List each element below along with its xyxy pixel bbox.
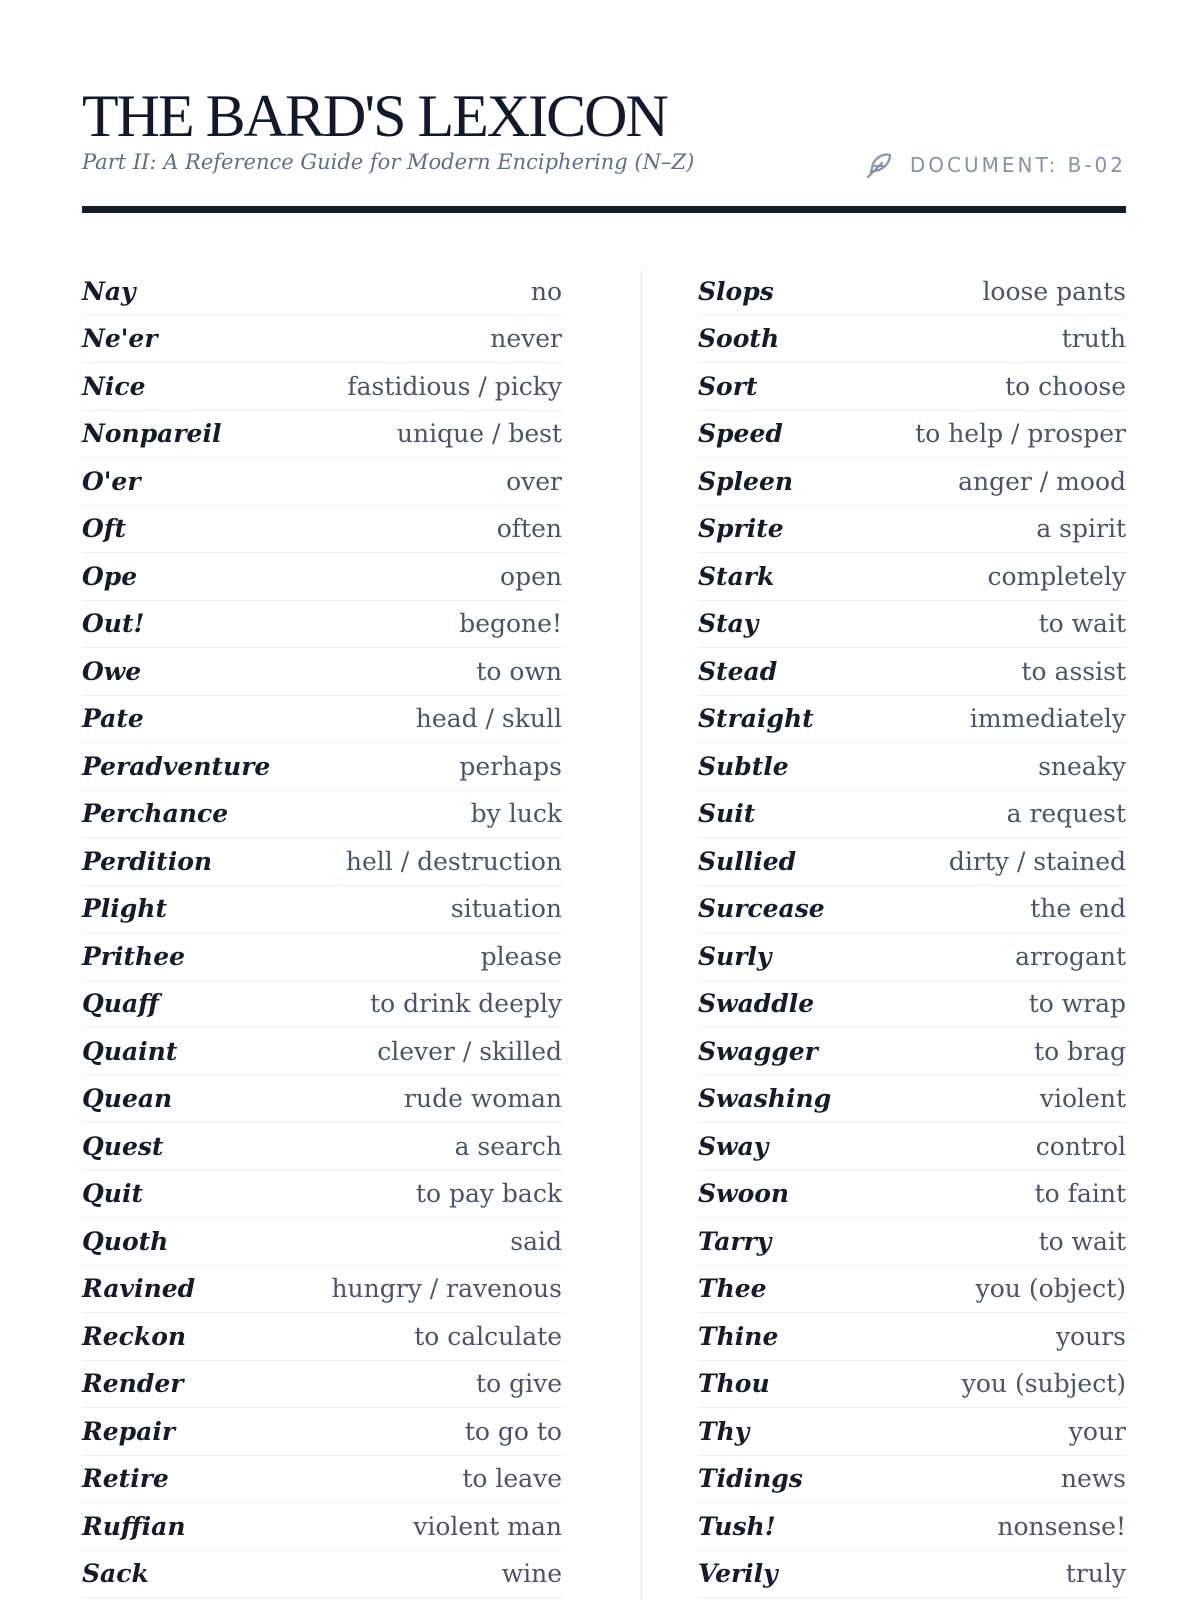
- entry-term: Perchance: [82, 799, 229, 829]
- lexicon-entry: [698, 1503, 1126, 1551]
- entry-term: Owe: [82, 656, 142, 686]
- lexicon-entry: [698, 1266, 1126, 1314]
- lexicon-entry: [698, 1218, 1126, 1266]
- lexicon-entry: [82, 743, 562, 791]
- lexicon-entry: [82, 363, 562, 411]
- page-title: THE BARD'S LEXICON: [82, 83, 667, 149]
- lexicon-entry: [698, 363, 1126, 411]
- entry-meaning: to faint: [1034, 1179, 1126, 1209]
- entry-term: Ravined: [82, 1274, 196, 1304]
- lexicon-entry: [698, 553, 1126, 601]
- entry-term: Swoon: [698, 1179, 790, 1209]
- entry-term: Spleen: [698, 466, 794, 496]
- entry-meaning: to wait: [1038, 609, 1126, 639]
- lexicon-entry: [698, 1076, 1126, 1124]
- entry-term: Nonpareil: [82, 419, 222, 449]
- lexicon-entry: [82, 1218, 562, 1266]
- lexicon-entry: [82, 791, 562, 839]
- entry-term: Surcease: [698, 894, 825, 924]
- entry-term: Render: [82, 1369, 184, 1399]
- entry-meaning: to choose: [1005, 371, 1126, 401]
- entry-meaning: yours: [1055, 1321, 1126, 1351]
- entry-term: Quoth: [82, 1226, 169, 1256]
- lexicon-entry: [698, 411, 1126, 459]
- entry-term: Tidings: [698, 1464, 803, 1494]
- lexicon-entry: [82, 1123, 562, 1171]
- entry-term: Nice: [82, 371, 146, 401]
- lexicon-entry: [82, 696, 562, 744]
- lexicon-entry: [82, 1266, 562, 1314]
- lexicon-entry: [698, 1123, 1126, 1171]
- entry-term: Quaint: [82, 1036, 178, 1066]
- entry-meaning: your: [1068, 1416, 1126, 1446]
- entry-meaning: violent: [1039, 1084, 1126, 1114]
- entry-term: Sort: [698, 371, 758, 401]
- entry-meaning: anger / mood: [958, 466, 1126, 496]
- entry-term: Stead: [698, 656, 778, 686]
- entry-meaning: completely: [987, 561, 1126, 591]
- lexicon-entry: [698, 1028, 1126, 1076]
- entry-term: Sprite: [698, 514, 784, 544]
- entry-meaning: wine: [501, 1559, 562, 1589]
- entry-meaning: dirty / stained: [948, 846, 1126, 876]
- entry-meaning: arrogant: [1015, 941, 1126, 971]
- lexicon-entry: [82, 648, 562, 696]
- lexicon-page: [82, 0, 1126, 1600]
- lexicon-entry: [82, 268, 562, 316]
- entry-term: Stark: [698, 561, 775, 591]
- entry-meaning: never: [490, 324, 562, 354]
- entry-meaning: clever / skilled: [377, 1036, 562, 1066]
- entry-meaning: head / skull: [415, 704, 562, 734]
- lexicon-entry: [698, 1313, 1126, 1361]
- entry-term: Verily: [698, 1559, 778, 1589]
- lexicon-entry: [698, 981, 1126, 1029]
- entry-meaning: open: [500, 561, 562, 591]
- entry-term: Subtle: [698, 751, 789, 781]
- entry-term: Sack: [82, 1559, 149, 1589]
- lexicon-entry: [82, 981, 562, 1029]
- entry-meaning: a request: [1006, 799, 1126, 829]
- lexicon-entry: [698, 648, 1126, 696]
- entry-meaning: to drink deeply: [370, 989, 562, 1019]
- entry-meaning: you (subject): [961, 1369, 1126, 1399]
- page-header: [82, 0, 1126, 216]
- entry-meaning: perhaps: [459, 751, 562, 781]
- document-id-label: DOCUMENT: B-02: [909, 153, 1126, 177]
- entry-meaning: by luck: [470, 799, 562, 829]
- entry-term: Suit: [698, 799, 756, 829]
- lexicon-entry: [82, 1551, 562, 1599]
- entry-meaning: often: [496, 514, 562, 544]
- lexicon-entry: [82, 1408, 562, 1456]
- entry-term: Stay: [698, 609, 759, 639]
- entry-meaning: a search: [454, 1131, 562, 1161]
- entry-meaning: hungry / ravenous: [331, 1274, 562, 1304]
- entry-meaning: news: [1060, 1464, 1126, 1494]
- lexicon-entry: [698, 458, 1126, 506]
- entry-term: Repair: [82, 1416, 176, 1446]
- entry-term: Swaddle: [698, 989, 815, 1019]
- lexicon-entry: [698, 1551, 1126, 1599]
- entry-term: Oft: [82, 514, 127, 544]
- lexicon-entry: [698, 696, 1126, 744]
- lexicon-entry: [698, 743, 1126, 791]
- entry-term: Plight: [82, 894, 167, 924]
- entry-meaning: control: [1035, 1131, 1126, 1161]
- lexicon-entry: [82, 1503, 562, 1551]
- entry-meaning: truth: [1061, 324, 1126, 354]
- lexicon-entry: [698, 316, 1126, 364]
- lexicon-entry: [698, 601, 1126, 649]
- entry-term: Speed: [698, 419, 783, 449]
- entry-term: Prithee: [82, 941, 186, 971]
- lexicon-entry: [82, 1028, 562, 1076]
- lexicon-entry: [698, 791, 1126, 839]
- lexicon-entry: [698, 1171, 1126, 1219]
- lexicon-entry: [698, 838, 1126, 886]
- lexicon-entry: [82, 933, 562, 981]
- entry-meaning: to wait: [1038, 1226, 1126, 1256]
- entry-meaning: hell / destruction: [345, 846, 562, 876]
- entry-term: Swashing: [698, 1084, 832, 1114]
- entry-term: Perdition: [82, 846, 213, 876]
- lexicon-entry: [698, 1456, 1126, 1504]
- lexicon-entry: [698, 268, 1126, 316]
- entry-meaning: fastidious / picky: [347, 371, 562, 401]
- entry-meaning: over: [506, 466, 562, 496]
- entry-meaning: truly: [1065, 1559, 1126, 1589]
- entry-meaning: to own: [476, 656, 562, 686]
- entry-meaning: no: [530, 276, 562, 306]
- entry-term: Sullied: [698, 846, 797, 876]
- lexicon-entry: [82, 886, 562, 934]
- entry-term: Peradventure: [82, 751, 271, 781]
- lexicon-entry: [82, 1076, 562, 1124]
- lexicon-entry: [698, 933, 1126, 981]
- entry-meaning: sneaky: [1038, 751, 1126, 781]
- lexicon-entry: [82, 1361, 562, 1409]
- entry-term: Retire: [82, 1464, 169, 1494]
- lexicon-entry: [698, 886, 1126, 934]
- lexicon-columns: [82, 268, 1126, 1600]
- header-rule: [82, 206, 1126, 213]
- entry-meaning: to go to: [464, 1416, 562, 1446]
- entry-term: Quest: [82, 1131, 164, 1161]
- right-column: [698, 268, 1126, 1598]
- entry-meaning: a spirit: [1036, 514, 1126, 544]
- entry-term: Straight: [698, 704, 814, 734]
- lexicon-entry: [82, 838, 562, 886]
- entry-meaning: please: [480, 941, 562, 971]
- entry-meaning: to calculate: [414, 1321, 562, 1351]
- entry-term: Thy: [698, 1416, 750, 1446]
- entry-meaning: situation: [450, 894, 562, 924]
- document-id: [864, 149, 1126, 181]
- entry-meaning: nonsense!: [997, 1511, 1126, 1541]
- entry-meaning: to help / prosper: [915, 419, 1126, 449]
- entry-term: Quean: [82, 1084, 173, 1114]
- entry-meaning: to leave: [462, 1464, 562, 1494]
- entry-term: Sooth: [698, 324, 780, 354]
- entry-term: O'er: [82, 466, 141, 496]
- lexicon-entry: [82, 1456, 562, 1504]
- entry-term: Tush!: [698, 1511, 776, 1541]
- entry-term: Tarry: [698, 1226, 772, 1256]
- lexicon-entry: [698, 1408, 1126, 1456]
- lexicon-entry: [82, 458, 562, 506]
- entry-term: Slops: [698, 276, 774, 306]
- entry-meaning: to give: [476, 1369, 562, 1399]
- entry-term: Thee: [698, 1274, 767, 1304]
- entry-meaning: to wrap: [1028, 989, 1126, 1019]
- entry-term: Quaff: [82, 989, 159, 1019]
- lexicon-entry: [82, 553, 562, 601]
- entry-term: Ne'er: [82, 324, 158, 354]
- entry-meaning: immediately: [969, 704, 1126, 734]
- entry-term: Pate: [82, 704, 144, 734]
- feather-icon: [864, 149, 896, 181]
- entry-term: Thou: [698, 1369, 770, 1399]
- lexicon-entry: [82, 316, 562, 364]
- entry-meaning: to assist: [1021, 656, 1126, 686]
- entry-term: Ruffian: [82, 1511, 186, 1541]
- entry-term: Ope: [82, 561, 138, 591]
- entry-meaning: the end: [1030, 894, 1126, 924]
- entry-term: Swagger: [698, 1036, 818, 1066]
- entry-meaning: said: [510, 1226, 562, 1256]
- page-subtitle: Part II: A Reference Guide for Modern Enciphering (N–Z): [82, 150, 695, 174]
- entry-meaning: begone!: [459, 609, 562, 639]
- entry-meaning: to pay back: [415, 1179, 562, 1209]
- lexicon-entry: [698, 1361, 1126, 1409]
- lexicon-entry: [82, 1313, 562, 1361]
- column-divider: [641, 268, 642, 1600]
- entry-term: Out!: [82, 609, 145, 639]
- lexicon-entry: [698, 506, 1126, 554]
- entry-term: Reckon: [82, 1321, 187, 1351]
- entry-meaning: unique / best: [396, 419, 562, 449]
- entry-meaning: to brag: [1034, 1036, 1126, 1066]
- lexicon-entry: [82, 411, 562, 459]
- left-column: [82, 268, 562, 1598]
- entry-meaning: loose pants: [982, 276, 1126, 306]
- entry-term: Quit: [82, 1179, 143, 1209]
- entry-term: Thine: [698, 1321, 779, 1351]
- entry-term: Surly: [698, 941, 772, 971]
- lexicon-entry: [82, 506, 562, 554]
- lexicon-entry: [82, 601, 562, 649]
- entry-meaning: rude woman: [404, 1084, 562, 1114]
- lexicon-entry: [82, 1171, 562, 1219]
- entry-term: Sway: [698, 1131, 769, 1161]
- entry-meaning: you (object): [975, 1274, 1126, 1304]
- entry-term: Nay: [82, 276, 136, 306]
- entry-meaning: violent man: [413, 1511, 562, 1541]
